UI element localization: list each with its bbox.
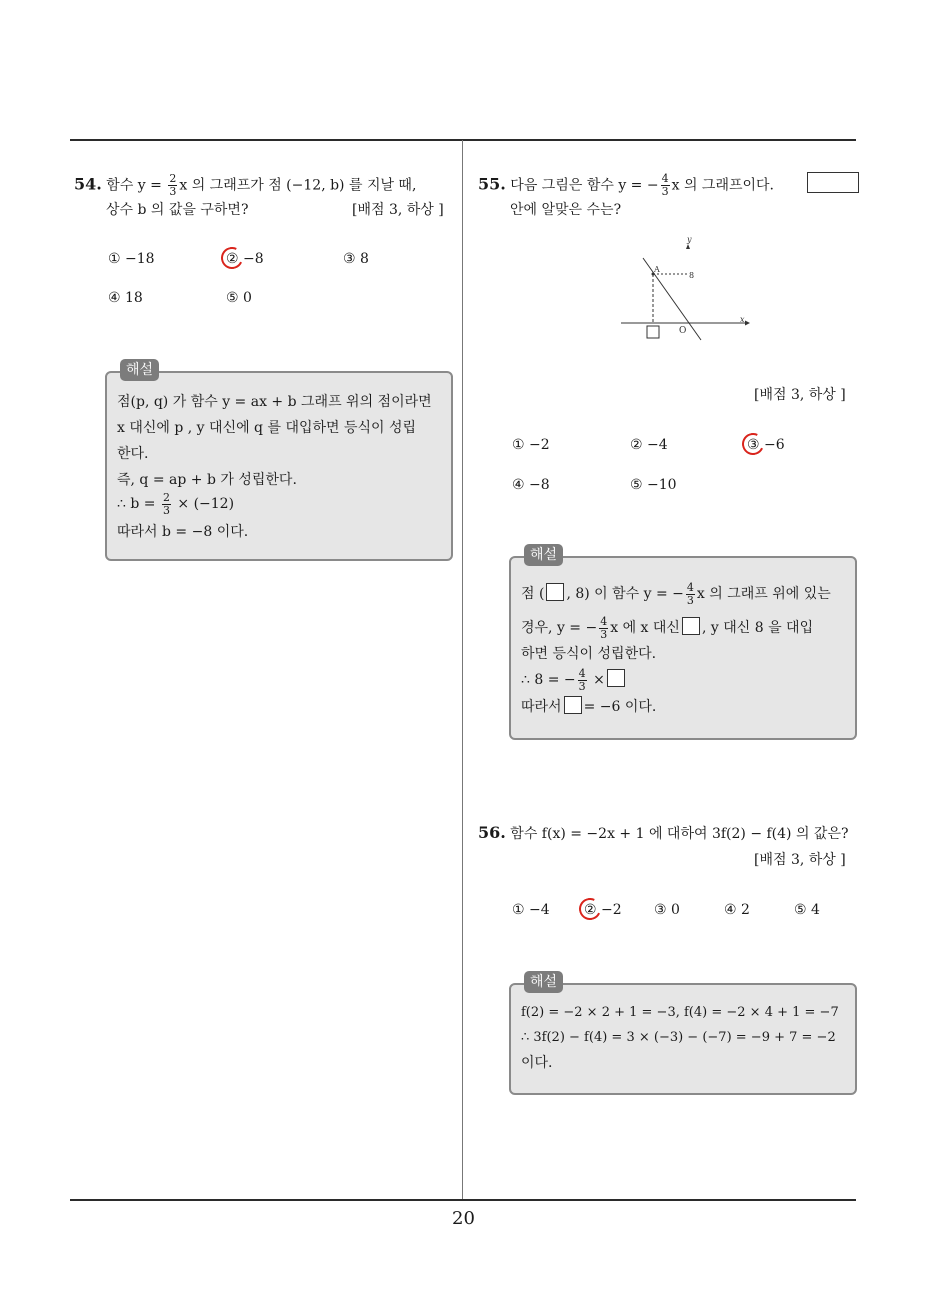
q54-expl-l3: 한다. — [117, 446, 149, 462]
q55-blank-box[interactable] — [807, 172, 859, 193]
q55-expl-frac1-den: 3 — [686, 593, 694, 607]
q54-expl-l6: 따라서 b = −8 이다. — [117, 524, 249, 540]
bottom-rule — [70, 1199, 856, 1201]
q55-graph-x-arrow — [745, 321, 750, 326]
q55-expl-blank-3 — [607, 669, 625, 687]
q54-line2: 상수 b 의 값을 구하면? — [106, 202, 249, 218]
q54-number: 54. — [74, 174, 102, 194]
q54-text-a: 함수 y = — [106, 177, 167, 194]
q55-expl-frac2-num: 4 — [600, 614, 608, 628]
q55-graph-x-label: x — [740, 315, 745, 324]
q55-answer-mark — [739, 430, 767, 458]
q54-frac-num: 2 — [169, 172, 177, 185]
q55-choice-2[interactable]: ② −4 — [630, 437, 668, 453]
q54-frac-den: 3 — [169, 185, 177, 198]
q55-expl-l1-c: x 의 그래프 위에 있는 — [696, 586, 831, 602]
q55-expl-frac3-num: 4 — [578, 666, 586, 680]
q55-expl-l1-a: 점 ( — [521, 586, 545, 602]
q54-answer-mark — [218, 244, 246, 272]
q55-expl-blank-2 — [682, 617, 700, 635]
q55-expl-l4 — [521, 667, 627, 693]
q55-choice-4[interactable]: ④ −8 — [512, 477, 550, 493]
q55-expl-l2-a: 경우, y = − — [521, 620, 598, 636]
q56-expl-l2: ∴ 3f(2) − f(4) = 3 × (−3) − (−7) = −9 + 7 = −2 — [521, 1030, 836, 1045]
q56-expl-l1: f(2) = −2 × 2 + 1 = −3, f(4) = −2 × 4 + 1 = −7 — [521, 1005, 839, 1020]
q56-choice-1[interactable]: ① −4 — [512, 902, 550, 918]
q55-expl-fraction-2 — [599, 616, 608, 641]
q55-explanation-tag: 해설 — [524, 544, 563, 566]
q54-choice-2[interactable]: ② −8 — [226, 251, 264, 267]
q55-expl-l4-b: × — [588, 672, 605, 688]
q54-expl-l5-a: ∴ b = — [117, 496, 160, 512]
q55-line1 — [478, 173, 774, 198]
q54-expl-fraction — [162, 492, 171, 517]
q55-points: [배점 3, 하상 ] — [754, 387, 846, 403]
q55-expl-fraction-3 — [578, 668, 587, 693]
q55-expl-l1 — [521, 581, 831, 607]
q55-graph-point-label: A — [654, 265, 660, 274]
q56-choice-3[interactable]: ③ 0 — [654, 902, 680, 918]
q55-expl-l4-a: ∴ 8 = − — [521, 672, 576, 688]
q55-line2: 안에 알맞은 수는? — [510, 202, 622, 218]
q55-choice-1[interactable]: ① −2 — [512, 437, 550, 453]
q54-choice-3[interactable]: ③ 8 — [343, 251, 369, 267]
q55-expl-fraction-1 — [686, 582, 695, 607]
q56-answer-mark — [576, 895, 604, 923]
q54-points: [배점 3, 하상 ] — [352, 202, 444, 218]
q55-number: 55. — [478, 174, 506, 194]
q55-choice-3[interactable]: ③ −6 — [747, 437, 785, 453]
q55-expl-blank-4 — [564, 696, 582, 714]
q54-expl-frac-den: 3 — [162, 503, 170, 517]
q54-expl-l1: 점(p, q) 가 함수 y = ax + b 그래프 위의 점이라면 — [117, 394, 432, 410]
q56-choice-4[interactable]: ④ 2 — [724, 902, 750, 918]
q54-text-b: x 의 그래프가 점 (−12, b) 를 지날 때, — [179, 177, 417, 194]
q55-text-a: 다음 그림은 함수 y = − — [510, 177, 659, 194]
column-divider — [462, 140, 463, 1201]
q54-expl-l5 — [117, 491, 234, 517]
q55-expl-l3: 하면 등식이 성립한다. — [521, 646, 657, 662]
q55-graph — [615, 232, 755, 344]
q55-frac-den: 3 — [661, 185, 669, 198]
q55-choice-5[interactable]: ⑤ −10 — [630, 477, 677, 493]
q54-fraction — [168, 173, 177, 198]
q55-expl-l2 — [521, 615, 813, 641]
q54-expl-l5-b: × (−12) — [172, 496, 235, 512]
q55-expl-frac3-den: 3 — [578, 679, 586, 693]
q54-expl-l4: 즉, q = ap + b 가 성립한다. — [117, 472, 297, 488]
q55-graph-blank — [647, 326, 659, 338]
q55-graph-origin: O — [679, 326, 687, 336]
q55-expl-l5-b: = −6 이다. — [583, 699, 657, 715]
q54-expl-l2: x 대신에 p , y 대신에 q 를 대입하면 등식이 성립 — [117, 420, 417, 436]
q55-expl-l5-a: 따라서 — [521, 699, 562, 715]
q54-choice-1[interactable]: ① −18 — [108, 251, 155, 267]
q55-expl-blank-1 — [546, 583, 564, 601]
page-number: 20 — [452, 1208, 475, 1229]
q56-expl-l3: 이다. — [521, 1055, 553, 1071]
q56-line1 — [478, 823, 849, 844]
q55-text-b: x 의 그래프이다. — [671, 177, 774, 194]
q54-choice-5[interactable]: ⑤ 0 — [226, 290, 252, 306]
q55-graph-y-value: 8 — [689, 271, 695, 280]
q55-expl-frac2-den: 3 — [600, 627, 608, 641]
q56-choice-5[interactable]: ⑤ 4 — [794, 902, 820, 918]
q56-points: [배점 3, 하상 ] — [754, 852, 846, 868]
q55-fraction — [661, 173, 670, 198]
q55-expl-l5 — [521, 694, 656, 720]
q54-line1 — [74, 173, 416, 198]
q55-graph-y-arrow — [686, 244, 690, 249]
q55-expl-frac1-num: 4 — [686, 580, 694, 594]
q56-explanation-tag: 해설 — [524, 971, 563, 993]
q55-expl-l2-c: , y 대신 8 을 대입 — [701, 620, 814, 636]
q56-text: 함수 f(x) = −2x + 1 에 대하여 3f(2) − f(4) 의 값은? — [510, 826, 849, 842]
q54-expl-frac-num: 2 — [162, 490, 170, 504]
q55-graph-y-label: y — [687, 235, 692, 244]
q55-expl-l2-b: x 에 x 대신 — [610, 620, 680, 636]
q56-number: 56. — [478, 823, 506, 842]
q56-choice-2[interactable]: ② −2 — [584, 902, 622, 918]
q55-frac-num: 4 — [661, 172, 669, 185]
q55-expl-l1-b: , 8) 이 함수 y = − — [566, 586, 684, 602]
q54-explanation-tag: 해설 — [120, 359, 159, 381]
q54-choice-4[interactable]: ④ 18 — [108, 290, 143, 306]
